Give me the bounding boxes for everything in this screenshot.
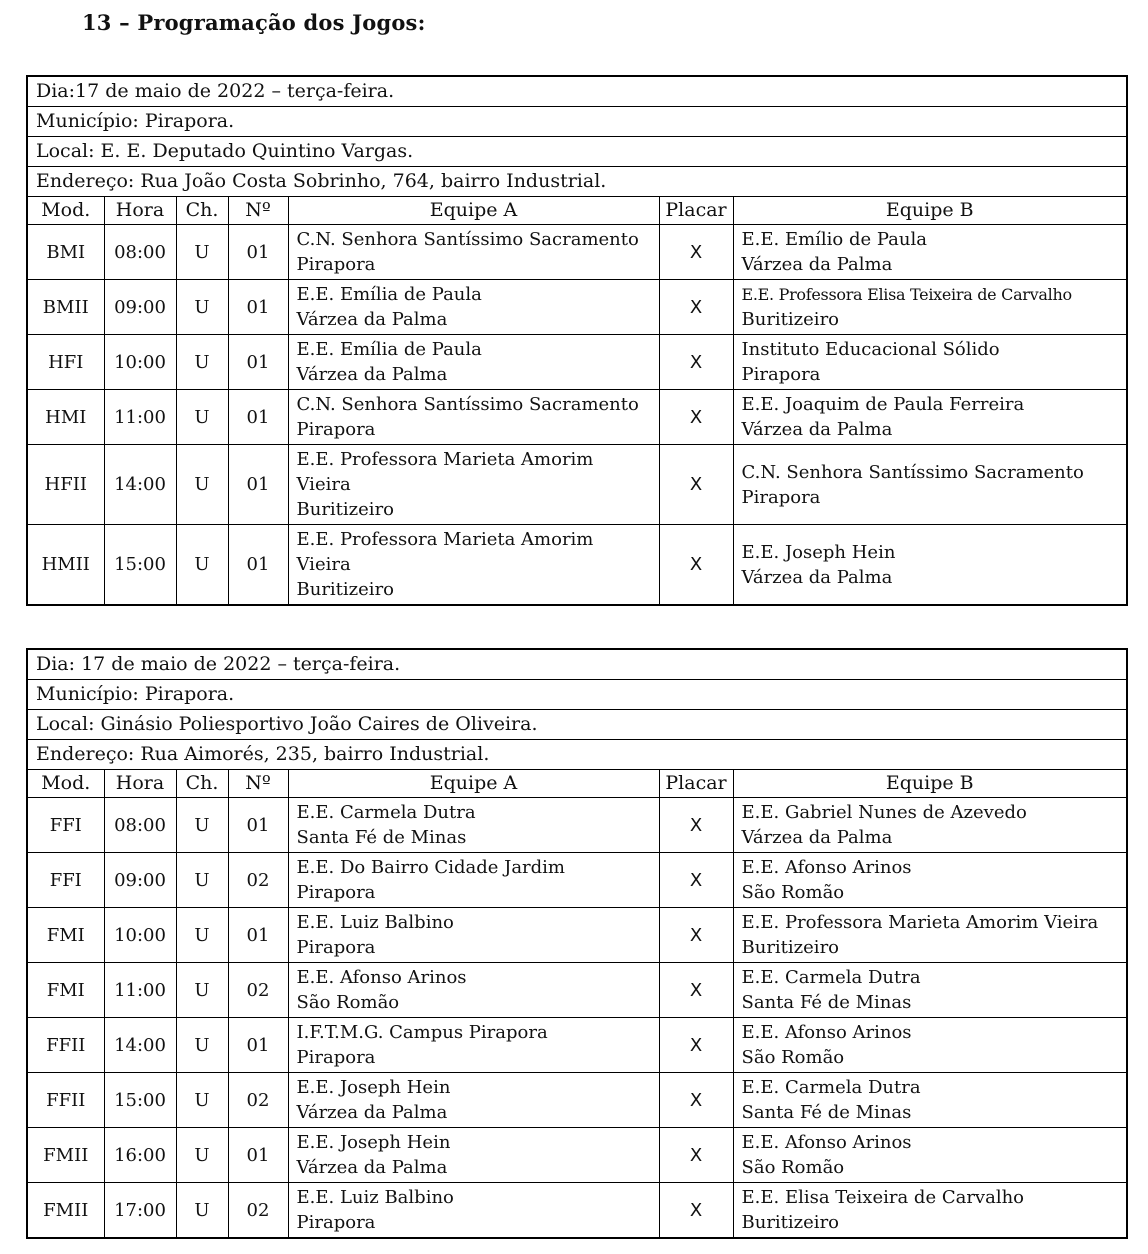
table-info-text: Município: Pirapora.: [27, 680, 1127, 710]
cell-numero: 01: [228, 908, 288, 963]
cell-equipe-b: [733, 963, 1127, 1018]
cell-equipe-b: [733, 1128, 1127, 1183]
cell-ch: U: [176, 1073, 228, 1128]
tables-container: [26, 75, 1126, 1239]
team-line: Pirapora: [296, 254, 376, 275]
table-row: [27, 1018, 1127, 1073]
team-line: E.E. Carmela Dutra: [741, 967, 921, 988]
team-line: Várzea da Palma: [296, 309, 448, 330]
cell-ch: U: [176, 445, 228, 525]
team-line: Várzea da Palma: [741, 419, 893, 440]
cell-ch: U: [176, 963, 228, 1018]
team-line: C.N. Senhora Santíssimo Sacramento: [296, 394, 639, 415]
cell-equipe-b: [733, 908, 1127, 963]
cell-mod: FFII: [27, 1073, 104, 1128]
column-header: Ch.: [176, 197, 228, 225]
team-line: C.N. Senhora Santíssimo Sacramento: [741, 461, 1084, 483]
table-info-text: Município: Pirapora.: [27, 107, 1127, 137]
team-line: Pirapora: [296, 882, 376, 903]
column-header: Placar: [659, 770, 733, 798]
team-line: São Romão: [741, 882, 845, 903]
team-line: E.E. Emília de Paula: [296, 339, 482, 360]
cell-equipe-b: [733, 525, 1127, 606]
cell-hora: 08:00: [104, 225, 176, 280]
cell-placar: X: [659, 445, 733, 525]
cell-mod: FFII: [27, 1018, 104, 1073]
cell-equipe-a: [288, 335, 659, 390]
team-line: E.E. Professora Elisa Teixeira de Carvalho: [741, 285, 1072, 304]
team-line: E.E. Emílio de Paula: [741, 229, 927, 250]
cell-ch: U: [176, 390, 228, 445]
team-line: Buritizeiro: [741, 1212, 840, 1233]
cell-numero: 02: [228, 853, 288, 908]
table-header-row: [27, 197, 1127, 225]
team-line: E.E. Afonso Arinos: [741, 1132, 912, 1153]
cell-placar: X: [659, 908, 733, 963]
team-line: Vieira: [296, 474, 351, 495]
table-row: [27, 1183, 1127, 1239]
team-line: Várzea da Palma: [741, 566, 893, 588]
team-line: Santa Fé de Minas: [741, 992, 912, 1013]
cell-hora: 10:00: [104, 335, 176, 390]
team-line: E.E. Professora Marieta Amorim Vieira: [741, 912, 1099, 933]
table-row: [27, 445, 1127, 525]
cell-placar: X: [659, 390, 733, 445]
table-row: [27, 908, 1127, 963]
column-header: Mod.: [27, 770, 104, 798]
cell-equipe-b: [733, 390, 1127, 445]
cell-mod: BMI: [27, 225, 104, 280]
cell-numero: 01: [228, 280, 288, 335]
cell-ch: U: [176, 225, 228, 280]
cell-equipe-b: [733, 225, 1127, 280]
cell-ch: U: [176, 1128, 228, 1183]
table-info-text: Endereço: Rua Aimorés, 235, bairro Industrial.: [27, 740, 1127, 770]
cell-ch: U: [176, 908, 228, 963]
cell-equipe-a: [288, 853, 659, 908]
cell-hora: 10:00: [104, 908, 176, 963]
table-info-row: [27, 680, 1127, 710]
table-row: [27, 390, 1127, 445]
cell-placar: X: [659, 1018, 733, 1073]
cell-numero: 02: [228, 1183, 288, 1239]
cell-mod: HMI: [27, 390, 104, 445]
cell-numero: 01: [228, 525, 288, 606]
cell-ch: U: [176, 280, 228, 335]
table-info-text: Dia:17 de maio de 2022 – terça-feira.: [27, 76, 1127, 107]
table-row: [27, 335, 1127, 390]
team-line: E.E. Afonso Arinos: [741, 857, 912, 878]
team-line: E.E. Joseph Hein: [741, 541, 896, 563]
cell-hora: 11:00: [104, 390, 176, 445]
table-row: [27, 853, 1127, 908]
cell-placar: X: [659, 963, 733, 1018]
cell-equipe-a: [288, 445, 659, 525]
table-row: [27, 1073, 1127, 1128]
team-line: Pirapora: [741, 364, 821, 385]
cell-numero: 01: [228, 390, 288, 445]
team-line: Várzea da Palma: [296, 364, 448, 385]
cell-equipe-b: [733, 280, 1127, 335]
team-line: Buritizeiro: [741, 937, 840, 958]
cell-equipe-b: [733, 335, 1127, 390]
team-line: Pirapora: [296, 1212, 376, 1233]
team-line: I.F.T.M.G. Campus Pirapora: [296, 1022, 548, 1043]
cell-mod: HMII: [27, 525, 104, 606]
table-info-row: [27, 649, 1127, 680]
team-line: E.E. Carmela Dutra: [296, 802, 476, 823]
table-info-text: Dia: 17 de maio de 2022 – terça-feira.: [27, 649, 1127, 680]
cell-numero: 01: [228, 1018, 288, 1073]
cell-placar: X: [659, 525, 733, 606]
cell-numero: 02: [228, 963, 288, 1018]
cell-equipe-a: [288, 798, 659, 853]
cell-ch: U: [176, 853, 228, 908]
cell-hora: 08:00: [104, 798, 176, 853]
table-row: [27, 798, 1127, 853]
cell-hora: 15:00: [104, 1073, 176, 1128]
cell-hora: 17:00: [104, 1183, 176, 1239]
cell-mod: FMII: [27, 1128, 104, 1183]
team-line: C.N. Senhora Santíssimo Sacramento: [296, 229, 639, 250]
cell-equipe-a: [288, 525, 659, 606]
column-header: Hora: [104, 197, 176, 225]
team-line: Buritizeiro: [741, 309, 840, 330]
table-row: [27, 225, 1127, 280]
team-line: Vieira: [296, 554, 351, 575]
team-line: São Romão: [741, 1157, 845, 1178]
cell-mod: BMII: [27, 280, 104, 335]
cell-numero: 01: [228, 225, 288, 280]
schedule-table-2: [26, 648, 1128, 1239]
cell-equipe-a: [288, 1073, 659, 1128]
team-line: E.E. Afonso Arinos: [296, 967, 467, 988]
team-line: E.E. Joaquim de Paula Ferreira: [741, 394, 1025, 415]
cell-equipe-b: [733, 1073, 1127, 1128]
cell-numero: 01: [228, 335, 288, 390]
team-line: E.E. Professora Marieta Amorim: [296, 529, 594, 550]
column-header: Equipe B: [733, 770, 1127, 798]
column-header: Placar: [659, 197, 733, 225]
cell-numero: 02: [228, 1073, 288, 1128]
cell-equipe-b: [733, 798, 1127, 853]
team-line: E.E. Afonso Arinos: [741, 1022, 912, 1043]
team-line: Santa Fé de Minas: [296, 827, 467, 848]
cell-equipe-a: [288, 1183, 659, 1239]
table-info-row: [27, 137, 1127, 167]
column-header: Equipe A: [288, 197, 659, 225]
cell-equipe-b: [733, 1183, 1127, 1239]
table-body: [27, 76, 1127, 605]
team-line: São Romão: [296, 992, 400, 1013]
team-line: E.E. Carmela Dutra: [741, 1077, 921, 1098]
table-header-row: [27, 770, 1127, 798]
table-info-text: Endereço: Rua João Costa Sobrinho, 764, bairro Industrial.: [27, 167, 1127, 197]
team-line: E.E. Do Bairro Cidade Jardim: [296, 857, 565, 878]
team-line: Pirapora: [741, 486, 821, 508]
cell-placar: X: [659, 1128, 733, 1183]
cell-equipe-a: [288, 225, 659, 280]
cell-equipe-a: [288, 280, 659, 335]
team-line: Buritizeiro: [296, 579, 395, 600]
cell-hora: 09:00: [104, 853, 176, 908]
table-info-row: [27, 710, 1127, 740]
cell-placar: X: [659, 1073, 733, 1128]
cell-hora: 14:00: [104, 1018, 176, 1073]
column-header: Nº: [228, 197, 288, 225]
team-line: Instituto Educacional Sólido: [741, 339, 1000, 360]
cell-placar: X: [659, 335, 733, 390]
cell-mod: FMII: [27, 1183, 104, 1239]
cell-mod: HFII: [27, 445, 104, 525]
cell-numero: 01: [228, 1128, 288, 1183]
cell-ch: U: [176, 335, 228, 390]
table-row: [27, 525, 1127, 606]
team-line: E.E. Joseph Hein: [296, 1077, 451, 1098]
team-line: Várzea da Palma: [741, 827, 893, 848]
cell-mod: FFI: [27, 853, 104, 908]
schedule-table-1: [26, 75, 1128, 606]
table-row: [27, 1128, 1127, 1183]
column-header: Equipe B: [733, 197, 1127, 225]
cell-ch: U: [176, 1183, 228, 1239]
table-info-text: Local: E. E. Deputado Quintino Vargas.: [27, 137, 1127, 167]
page-title: 13 – Programação dos Jogos:: [82, 10, 426, 35]
cell-placar: X: [659, 798, 733, 853]
cell-equipe-b: [733, 445, 1127, 525]
table-info-row: [27, 76, 1127, 107]
team-line: E.E. Joseph Hein: [296, 1132, 451, 1153]
cell-mod: FMI: [27, 908, 104, 963]
cell-equipe-a: [288, 1128, 659, 1183]
cell-equipe-b: [733, 853, 1127, 908]
team-line: São Romão: [741, 1047, 845, 1068]
team-line: E.E. Emília de Paula: [296, 284, 482, 305]
team-line: Buritizeiro: [296, 499, 395, 520]
team-line: E.E. Luiz Balbino: [296, 1187, 454, 1208]
cell-equipe-b: [733, 1018, 1127, 1073]
cell-mod: FMI: [27, 963, 104, 1018]
table-row: [27, 963, 1127, 1018]
team-line: Pirapora: [296, 1047, 376, 1068]
cell-equipe-a: [288, 963, 659, 1018]
column-header: Mod.: [27, 197, 104, 225]
cell-placar: X: [659, 1183, 733, 1239]
cell-mod: HFI: [27, 335, 104, 390]
cell-equipe-a: [288, 908, 659, 963]
table-row: [27, 280, 1127, 335]
team-line: Várzea da Palma: [296, 1102, 448, 1123]
cell-hora: 15:00: [104, 525, 176, 606]
cell-placar: X: [659, 853, 733, 908]
cell-ch: U: [176, 798, 228, 853]
team-line: Várzea da Palma: [296, 1157, 448, 1178]
cell-numero: 01: [228, 798, 288, 853]
team-line: E.E. Elisa Teixeira de Carvalho: [741, 1187, 1025, 1208]
team-line: Santa Fé de Minas: [741, 1102, 912, 1123]
table-info-row: [27, 740, 1127, 770]
team-line: Várzea da Palma: [741, 254, 893, 275]
cell-hora: 09:00: [104, 280, 176, 335]
table-body: [27, 649, 1127, 1238]
team-line: Pirapora: [296, 937, 376, 958]
team-line: Pirapora: [296, 419, 376, 440]
table-info-row: [27, 167, 1127, 197]
cell-placar: X: [659, 280, 733, 335]
column-header: Nº: [228, 770, 288, 798]
column-header: Hora: [104, 770, 176, 798]
cell-placar: X: [659, 225, 733, 280]
cell-equipe-a: [288, 1018, 659, 1073]
cell-hora: 11:00: [104, 963, 176, 1018]
cell-equipe-a: [288, 390, 659, 445]
table-info-text: Local: Ginásio Poliesportivo João Caires de Oliveira.: [27, 710, 1127, 740]
cell-mod: FFI: [27, 798, 104, 853]
cell-hora: 16:00: [104, 1128, 176, 1183]
cell-numero: 01: [228, 445, 288, 525]
team-line: E.E. Professora Marieta Amorim: [296, 449, 594, 470]
table-info-row: [27, 107, 1127, 137]
column-header: Equipe A: [288, 770, 659, 798]
column-header: Ch.: [176, 770, 228, 798]
team-line: E.E. Luiz Balbino: [296, 912, 454, 933]
cell-ch: U: [176, 1018, 228, 1073]
team-line: E.E. Gabriel Nunes de Azevedo: [741, 802, 1027, 823]
cell-ch: U: [176, 525, 228, 606]
cell-hora: 14:00: [104, 445, 176, 525]
